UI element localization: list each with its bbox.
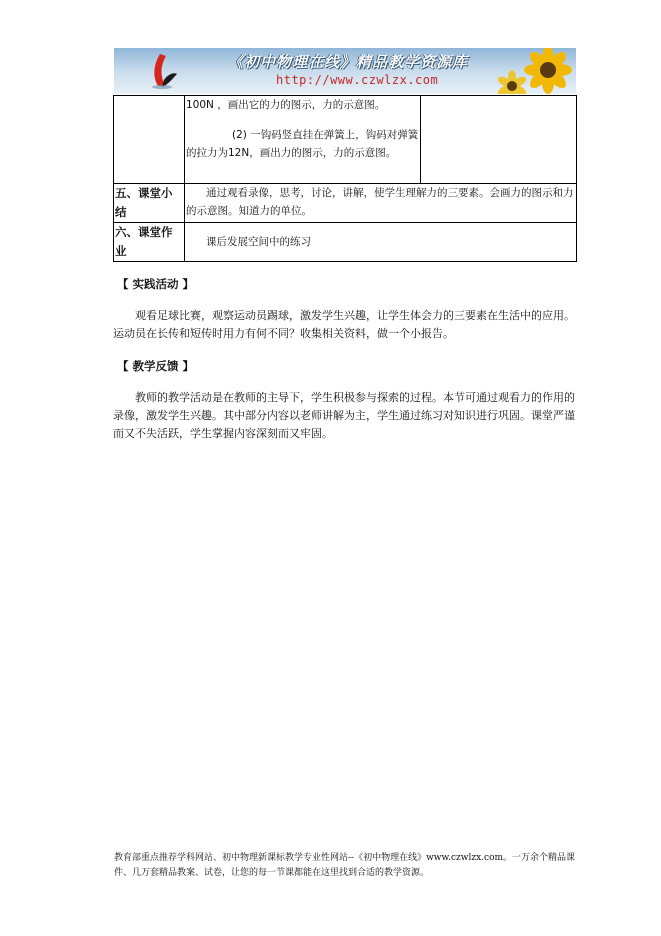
banner-url[interactable]: http://www.czwlzx.com xyxy=(276,73,439,87)
summary-label: 五、课堂小结 xyxy=(114,184,185,223)
homework-label: 六、课堂作业 xyxy=(114,223,185,262)
exercise-cell xyxy=(185,96,421,184)
sunflower-icon xyxy=(496,48,576,94)
homework-text: 课后发展空间中的练习 xyxy=(206,236,311,248)
practice-paragraph: 观看足球比赛，观察运动员踢球，激发学生兴趣，让学生体会力的三要素在生活中的应用。运动员在长传和短传时用力有何不同？收集相关资料，做一个小报告。 xyxy=(113,309,575,340)
banner-title: 《初中物理在线》精品教学资源库 xyxy=(228,53,469,71)
summary-text: 通过观看录像，思考，讨论，讲解，使学生理解力的三要素。会画力的图示和力的示意图。知道力的单位。 xyxy=(186,187,574,217)
table-row xyxy=(114,223,577,262)
feedback-heading: 【 教学反馈 】 xyxy=(117,359,195,373)
exercise-line-1: 100N ，画出它的力的图示，力的示意图。 xyxy=(186,99,386,111)
page-footer: 教育部重点推荐学科网站、初中物理新课标教学专业性网站--《初中物理在线》www.czwlzx.com。一万余个精品课件、几万套精品教案、试卷，让您的每一节课都能在这里找到合适的教学资源。 xyxy=(114,853,576,878)
header-banner xyxy=(114,48,576,94)
table-row xyxy=(114,96,577,184)
lesson-plan-table xyxy=(113,95,577,262)
table-row xyxy=(114,184,577,223)
feedback-paragraph: 教师的教学活动是在教师的主导下，学生积极参与探索的过程。本节可通过观看力的作用的录像，激发学生兴趣。其中部分内容以老师讲解为主，学生通过练习对知识进行巩固。课堂严谨而又不失活跃，学生掌握内容深刻而又牢固。 xyxy=(113,391,575,440)
notes-cell xyxy=(421,96,577,184)
practice-heading: 【 实践活动 】 xyxy=(117,277,195,291)
site-logo-icon xyxy=(148,50,178,90)
row-label-empty xyxy=(114,96,185,184)
summary-content xyxy=(185,184,577,223)
exercise-line-2: (2) 一钩码竖直挂在弹簧上，钩码对弹簧的拉力为12N，画出力的图示，力的示意图。 xyxy=(186,129,419,159)
homework-content xyxy=(185,223,577,262)
